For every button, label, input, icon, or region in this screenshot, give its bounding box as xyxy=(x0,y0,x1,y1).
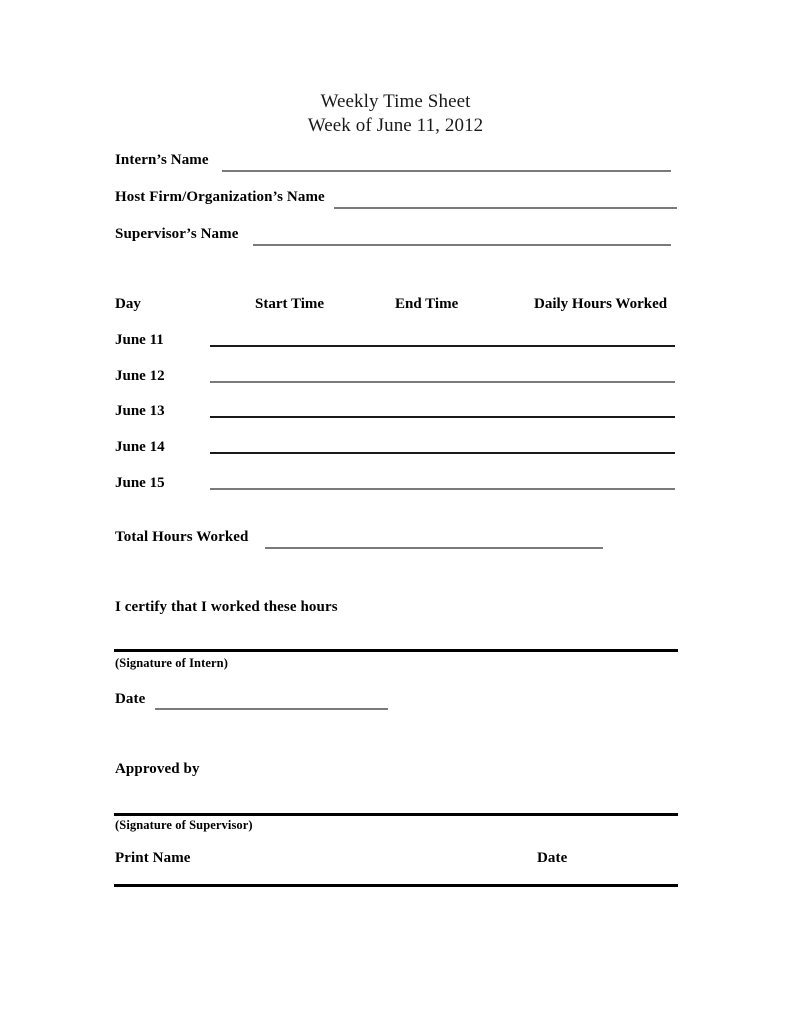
supervisor-signature-input[interactable] xyxy=(114,813,678,816)
intern-date-label: Date xyxy=(115,691,146,707)
title-line-primary: Weekly Time Sheet xyxy=(320,91,471,112)
intern-signature-input[interactable] xyxy=(114,649,678,652)
row-entry-line[interactable] xyxy=(210,416,675,418)
row-entry-line[interactable] xyxy=(210,488,675,490)
row-entry-line[interactable] xyxy=(210,381,675,383)
certification-text: I certify that I worked these hours xyxy=(115,599,338,615)
supervisor-print-name-label: Print Name xyxy=(115,850,191,866)
intern-name-label: Intern’s Name xyxy=(115,152,209,168)
column-header-end-time: End Time xyxy=(395,296,459,312)
row-label-day: June 12 xyxy=(115,368,165,384)
column-header-day: Day xyxy=(115,296,141,312)
total-hours-label: Total Hours Worked xyxy=(115,529,249,545)
supervisor-name-input[interactable] xyxy=(253,244,671,246)
total-hours-input[interactable] xyxy=(265,547,603,549)
row-label-day: June 13 xyxy=(115,403,165,419)
page-title xyxy=(0,91,791,137)
intern-name-input[interactable] xyxy=(222,170,671,172)
column-header-start-time: Start Time xyxy=(255,296,325,312)
host-firm-label: Host Firm/Organization’s Name xyxy=(115,189,325,205)
supervisor-print-name-date-input[interactable] xyxy=(114,884,678,887)
intern-date-input[interactable] xyxy=(155,708,388,710)
row-entry-line[interactable] xyxy=(210,345,675,347)
supervisor-date-label: Date xyxy=(537,850,568,866)
row-label-day: June 15 xyxy=(115,475,165,491)
supervisor-signature-caption: (Signature of Supervisor) xyxy=(115,818,253,832)
approved-by-label: Approved by xyxy=(115,761,200,777)
host-firm-input[interactable] xyxy=(334,207,677,209)
title-line-week-of: Week of June 11, 2012 xyxy=(307,115,484,136)
row-label-day: June 14 xyxy=(115,439,165,455)
intern-signature-caption: (Signature of Intern) xyxy=(115,656,228,670)
column-header-daily-hours-worked: Daily Hours Worked xyxy=(534,296,668,312)
supervisor-name-label: Supervisor’s Name xyxy=(115,226,239,242)
row-entry-line[interactable] xyxy=(210,452,675,454)
row-label-day: June 11 xyxy=(115,332,164,348)
